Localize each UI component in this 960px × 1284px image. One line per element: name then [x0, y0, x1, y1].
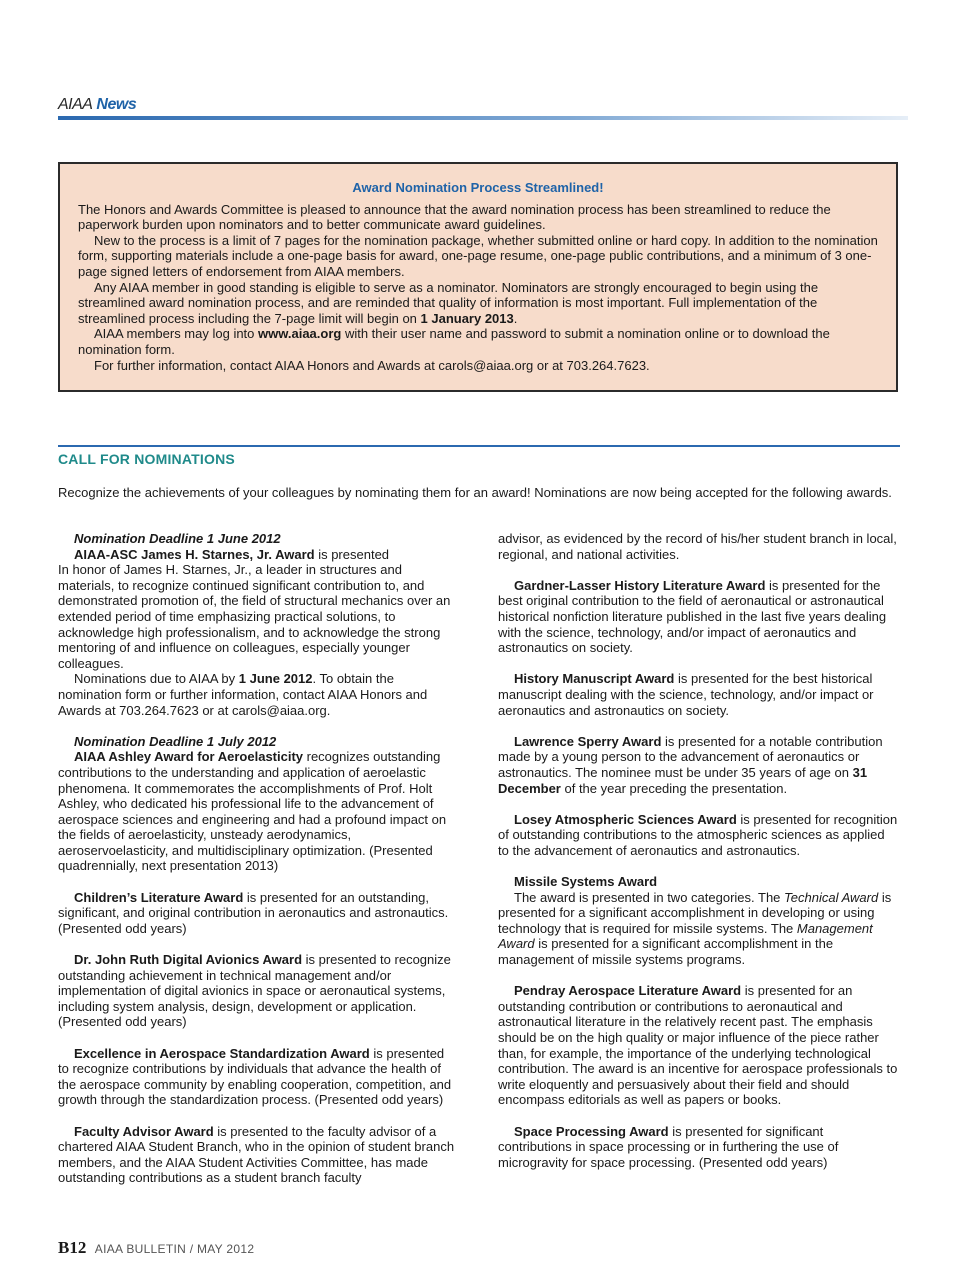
brand-aiaa: AIAA [58, 96, 93, 113]
notice-paragraph-3: Any AIAA member in good standing is eligible to serve as a nominator. Nominators are strongly encouraged to begin using the streamlined award nomination process, and are reminded that quality of information is most important. Full implementation of the streamlined process including the 7-page limit will begin on 1 January 2013. [78, 279, 819, 326]
award-name: Losey Atmospheric Sciences Award [514, 811, 737, 827]
page-header [58, 95, 908, 121]
award-description: The award is presented in two categories. The Technical Award is presented for a significant accomplishment in developing or using technology that is required for missile systems. The Management Award is presented for a significant accomplishment in the management of missile systems programs. [498, 889, 892, 968]
notice-title: Award Nomination Process Streamlined! [352, 180, 604, 195]
award-entry [498, 874, 898, 890]
award-entry: Space Processing Award is presented for significant contributions in space processing or in furthering the use of microgravity for space processing. (Presented odd years) [498, 1123, 839, 1170]
publication-name: AIAA BULLETIN / MAY 2012 [94, 1242, 255, 1256]
award-entry: Excellence in Aerospace Standardization Award is presented to recognize contributions by individuals that advance the health of the aerospace community by enabling cooperation, competition, and growth through the standardization process. (Presented odd years) [58, 1045, 452, 1108]
notice-paragraph-5: For further information, contact AIAA Honors and Awards at carols@aiaa.org or at 703.264.7623. [94, 357, 650, 373]
award-name: Gardner-Lasser History Literature Award [514, 577, 766, 593]
notice-paragraph-4: AIAA members may log into www.aiaa.org with their user name and password to submit a nomination online or to download the nomination form. [78, 326, 830, 357]
notice-box [58, 162, 898, 392]
award-name: Excellence in Aerospace Standardization Award [74, 1045, 370, 1061]
section-intro: Recognize the achievements of your colleagues by nominating them for an award! Nominations are now being accepted for the following awards. [58, 485, 892, 500]
website-link[interactable]: www.aiaa.org [258, 326, 342, 342]
award-name: Missile Systems Award [514, 874, 658, 890]
award-entry: AIAA Ashley Award for Aeroelasticity recognizes outstanding contributions to the understanding and application of aeroelastic phenomena. It commemorates the accomplishments of Prof. Holt Ashley, who dedicated his professional life to the advancement of aerospace sciences and engineering and had a profound impact on the fields of aeroelasticity, unsteady aerodynamics, aeroservoelasticity, and multidisciplinary optimization. (Presented quadrennially, next presentation 2013) [58, 749, 447, 874]
header-rule [58, 116, 908, 120]
award-entry: Children’s Literature Award is presented for an outstanding, significant, and original contribution in aeronautics and astronautics. (Presented odd years) [58, 889, 449, 936]
award-continuation: advisor, as evidenced by the record of his/her student branch in local, regional, and national activities. [498, 531, 897, 562]
award-name: AIAA-ASC James H. Starnes, Jr. Award [74, 546, 315, 562]
page-number: B12 [58, 1238, 87, 1257]
award-entry: History Manuscript Award is presented for the best historical manuscript dealing with the science, technology, and/or impact or aeronautics and astronautics on society. [498, 671, 874, 718]
award-entry: Faculty Advisor Award is presented to the faculty advisor of a chartered AIAA Student Branch, who in the opinion of student branch members, and the AIAA Student Activities Committee, has made outstanding contributions as a student branch faculty [58, 1123, 455, 1186]
award-entry: Gardner-Lasser History Literature Award is presented for the best original contribution to the field of aeronautical or astronautical historical nonfiction literature published in the last five years dealing with the science, technology, and/or impact of aeronautics and astronautics on society. [498, 577, 887, 656]
section-title: CALL FOR NOMINATIONS [58, 451, 235, 467]
deadline-note: Nominations due to AIAA by 1 June 2012. To obtain the nomination form or further information, contact AIAA Honors and Awards at 703.264.7623 or at carols@aiaa.org. [58, 671, 428, 718]
notice-paragraph-2: New to the process is a limit of 7 pages for the nomination package, whether submitted online or hard copy. In addition to the nomination form, supporting materials include a one-page basis for award, one-page resume, one-page public contributions, and a minimum of 3 one-page signed letters of endorsement from AIAA members. [78, 232, 878, 279]
award-name: AIAA Ashley Award for Aeroelasticity [74, 749, 304, 765]
award-name: History Manuscript Award [514, 671, 675, 687]
deadline-heading: Nomination Deadline 1 July 2012 [74, 733, 277, 749]
implementation-date: 1 January 2013 [420, 310, 514, 326]
brand-news: News [96, 96, 137, 113]
award-name: Pendray Aerospace Literature Award [514, 983, 742, 999]
section-brand [58, 95, 136, 115]
award-name: Children’s Literature Award [74, 889, 244, 905]
award-name: Dr. John Ruth Digital Avionics Award [74, 952, 303, 968]
notice-paragraph-1: The Honors and Awards Committee is pleased to announce that the award nomination process has been streamlined to reduce the paperwork burden upon nominators and to better communicate award guidelines. [78, 201, 831, 233]
left-column [58, 531, 458, 1186]
page-footer [58, 1237, 254, 1259]
award-name: Lawrence Sperry Award [514, 733, 662, 749]
award-name: Faculty Advisor Award [74, 1123, 214, 1139]
award-entry: Losey Atmospheric Sciences Award is presented for recognition of outstanding contributions to the atmospheric sciences as applied to the advancement of aeronautics and astronautics. [498, 811, 898, 858]
section-rule [58, 445, 900, 447]
award-entry: Pendray Aerospace Literature Award is presented for an outstanding contribution or contributions to aeronautical and astronautical literature in the relatively recent past. The emphasis should be on the high quality or major influence of the piece rather than, for example, the importance of the underlying technological contribution. The award is an incentive for aerospace professionals to write eloquently and persuasively about their field and should encompass editorials as well as papers or books. [498, 983, 898, 1108]
award-entry: Lawrence Sperry Award is presented for a notable contribution made by a young person to the advancement of aeronautics or astronautics. The nominee must be under 35 years of age on 31 December of the year preceding the presentation. [498, 733, 883, 796]
award-name: Space Processing Award [514, 1123, 669, 1139]
right-column [498, 531, 898, 1170]
deadline-heading: Nomination Deadline 1 June 2012 [74, 531, 281, 546]
award-entry: Dr. John Ruth Digital Avionics Award is presented to recognize outstanding achievement in technical management and/or implementation of digital avionics in space or aeronautical systems, including system analysis, design, development or application. (Presented odd years) [58, 952, 451, 1030]
award-description: In honor of James H. Starnes, Jr., a leader in structures and materials, to recognize continued significant contribution to, and demonstrated promotion of, the field of structural mechanics over an extended period of time emphasizing practical solutions, to acknowledge high professionalism, and to acknowledge the strong mentoring of and influence on colleagues, especially younger colleagues. [58, 562, 451, 671]
award-entry: AIAA-ASC James H. Starnes, Jr. Award is presented [74, 546, 390, 562]
